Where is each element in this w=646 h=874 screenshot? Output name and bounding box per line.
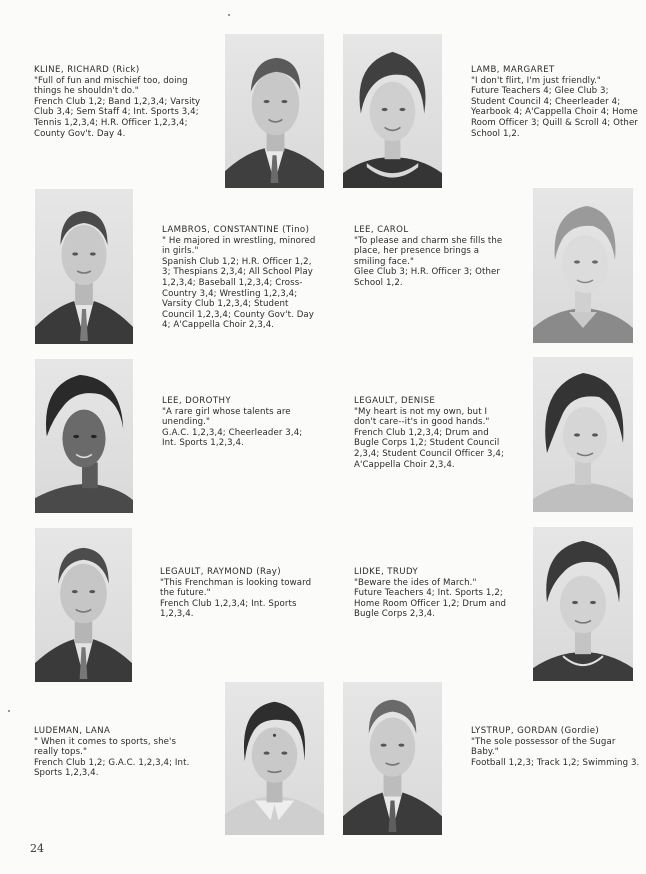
portrait-ludeman	[225, 682, 324, 835]
student-activities: Spanish Club 1,2; H.R. Officer 1,2, 3; Thespians 2,3,4; All School Play 1,2,3,4; Baseball 1,2,3,4; Cross-Country 3,4; Wrestling 1,2,3,4; Varsity Club 1,2,3,4; Student Council 1,2,3,4; County Gov't. Day 4; A'Cappella Choir 2,3,4.	[162, 256, 314, 331]
student-quote: " When it comes to sports, she's really tops."	[34, 736, 177, 758]
portrait-kline	[225, 34, 324, 188]
entry-kline	[34, 65, 209, 139]
portrait-legault-raymond	[35, 528, 132, 682]
student-name: LEGAULT, DENISE	[354, 396, 436, 406]
student-quote: "Full of fun and mischief too, doing things he shouldn't do."	[34, 75, 188, 97]
student-name: LEE, DOROTHY	[162, 396, 231, 406]
entry-lee-dorothy	[162, 396, 312, 449]
student-name: LEGAULT, RAYMOND (Ray)	[160, 567, 282, 577]
student-name: LEE, CAROL	[354, 225, 409, 235]
portrait-lambros	[35, 189, 133, 344]
student-quote: "To please and charm she fills the place, her presence brings a smiling face."	[354, 235, 503, 267]
student-name: LAMB, MARGARET	[471, 65, 555, 75]
speck	[228, 14, 230, 16]
student-name: LYSTRUP, GORDAN (Gordie)	[471, 726, 600, 736]
page-number: 24	[30, 842, 44, 855]
student-quote: " He majored in wrestling, minored in girls."	[162, 235, 316, 257]
student-name: LIDKE, TRUDY	[354, 567, 419, 577]
student-quote: "My heart is not my own, but I don't care--it's in good hands."	[354, 406, 490, 428]
entry-lambros	[162, 225, 316, 331]
student-activities: Future Teachers 4; Int. Sports 1,2; Home Room Officer 1,2; Drum and Bugle Corps 2,3,4.	[354, 588, 507, 620]
student-quote: "I don't flirt, I'm just friendly."	[471, 75, 601, 86]
portrait-lee-carol	[533, 188, 633, 343]
portrait-lidke	[533, 527, 633, 681]
entry-lystrup	[471, 726, 641, 768]
portrait-lystrup	[343, 682, 442, 835]
student-quote: "Beware the ides of March."	[354, 577, 477, 588]
student-activities: G.A.C. 1,2,3,4; Cheerleader 3,4; Int. Sports 1,2,3,4.	[162, 427, 303, 449]
student-activities: Future Teachers 4; Glee Club 3; Student Council 4; Cheerleader 4; Yearbook 4; A'Cappella Choir 4; Home Room Officer 3; Quill & Scroll 4; Other School 1,2.	[471, 86, 639, 139]
student-quote: "A rare girl whose talents are unending."	[162, 406, 291, 428]
student-name: LUDEMAN, LANA	[34, 726, 111, 736]
student-quote: "This Frenchman is looking toward the future."	[160, 577, 312, 599]
entry-legault-raymond	[160, 567, 312, 620]
student-activities: French Club 1,2,3,4; Int. Sports 1,2,3,4.	[160, 598, 297, 620]
entry-ludeman	[34, 726, 200, 779]
entry-legault-denise	[354, 396, 508, 470]
speck	[8, 710, 10, 712]
student-activities: French Club 1,2; Band 1,2,3,4; Varsity Club 3,4; Sem Staff 4; Int. Sports 3,4; Tennis 1,2,3,4; H.R. Officer 1,2,3,4; County Gov't. Day 4.	[34, 96, 201, 139]
entry-lidke	[354, 567, 508, 620]
student-quote: "The sole possessor of the Sugar Baby."	[471, 736, 616, 758]
portrait-legault-denise	[533, 357, 633, 512]
student-activities: Football 1,2,3; Track 1,2; Swimming 3.	[471, 757, 640, 768]
entry-lamb	[471, 65, 641, 139]
student-name: LAMBROS, CONSTANTINE (Tino)	[162, 225, 310, 235]
student-name: KLINE, RICHARD (Rick)	[34, 65, 140, 75]
portrait-lee-dorothy	[35, 359, 133, 513]
student-activities: French Club 1,2,3,4; Drum and Bugle Corps 1,2; Student Council 2,3,4; Student Council Officer 3,4; A'Cappella Choir 2,3,4.	[354, 427, 504, 470]
student-activities: Glee Club 3; H.R. Officer 3; Other School 1,2.	[354, 267, 501, 288]
student-activities: French Club 1,2; G.A.C. 1,2,3,4; Int. Sports 1,2,3,4.	[34, 757, 190, 779]
portrait-lamb	[343, 34, 442, 188]
entry-lee-carol	[354, 225, 508, 289]
